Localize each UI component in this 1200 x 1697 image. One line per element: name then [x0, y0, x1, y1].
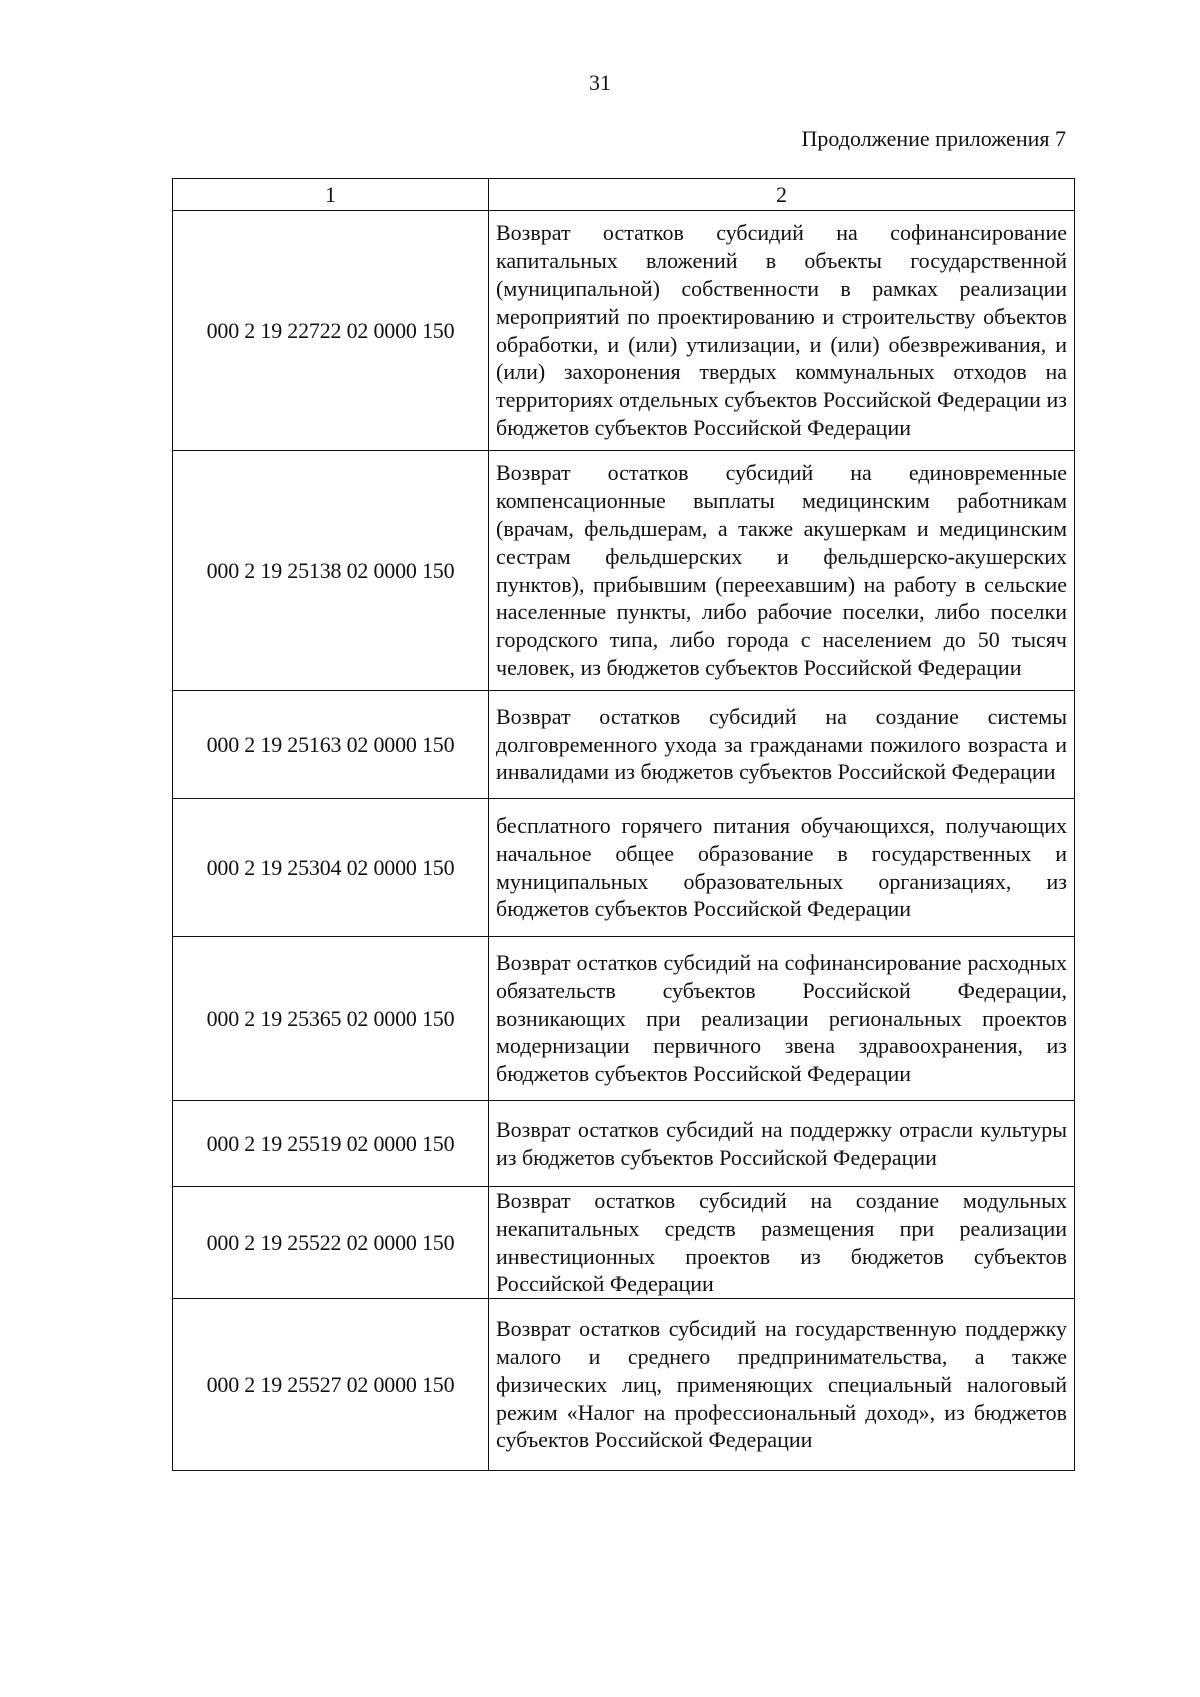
budget-code: 000 2 19 25163 02 0000 150: [173, 691, 489, 799]
budget-code: 000 2 19 25519 02 0000 150: [173, 1101, 489, 1187]
table-row: [173, 211, 1075, 451]
budget-description: Возврат остатков субсидий на единовременные компенсационные выплаты медицинским работникам (врачам, фельдшерам, а также акушеркам и медицинским сестрам фельдшерских и фельдшерско-акушерских пунктов), прибывшим (переехавшим) на работу в сельские населенные пункты, либо рабочие поселки, либо поселки городского типа, либо города с населением до 50 тысяч человек, из бюджетов субъектов Российской Федерации: [489, 451, 1075, 691]
table-row: [173, 451, 1075, 691]
table-header-row: [173, 179, 1075, 211]
budget-code: 000 2 19 25522 02 0000 150: [173, 1187, 489, 1299]
budget-code: 000 2 19 25527 02 0000 150: [173, 1299, 489, 1471]
budget-description: Возврат остатков субсидий на создание системы долговременного ухода за гражданами пожилого возраста и инвалидами из бюджетов субъектов Российской Федерации: [489, 691, 1075, 799]
table-row: [173, 1187, 1075, 1299]
table-row: [173, 937, 1075, 1101]
table-row: [173, 799, 1075, 937]
table-row: [173, 1299, 1075, 1471]
budget-description: Возврат остатков субсидий на софинансирование капитальных вложений в объекты государственной (муниципальной) собственности в рамках реализации мероприятий по проектированию и строительству объектов обработки, и (или) утилизации, и (или) обезвреживания, и (или) захоронения твердых коммунальных отходов на территориях отдельных субъектов Российской Федерации из бюджетов субъектов Российской Федерации: [489, 211, 1075, 451]
appendix-continuation-label: Продолжение приложения 7: [801, 126, 1066, 151]
table-row: [173, 691, 1075, 799]
column-header-description: 2: [489, 179, 1075, 211]
table-row: [173, 1101, 1075, 1187]
budget-description: бесплатного горячего питания обучающихся, получающих начальное общее образование в государственных и муниципальных образовательных организациях, из бюджетов субъектов Российской Федерации: [489, 799, 1075, 937]
budget-code: 000 2 19 22722 02 0000 150: [173, 211, 489, 451]
column-header-code: 1: [173, 179, 489, 211]
budget-description: Возврат остатков субсидий на создание модульных некапитальных средств размещения при реализации инвестиционных проектов из бюджетов субъектов Российской Федерации: [489, 1187, 1075, 1299]
budget-codes-table: [172, 178, 1075, 1471]
budget-description: Возврат остатков субсидий на поддержку отрасли культуры из бюджетов субъектов Российской Федерации: [489, 1101, 1075, 1187]
budget-code: 000 2 19 25365 02 0000 150: [173, 937, 489, 1101]
page-number: 31: [589, 70, 611, 95]
budget-code: 000 2 19 25138 02 0000 150: [173, 451, 489, 691]
budget-code: 000 2 19 25304 02 0000 150: [173, 799, 489, 937]
budget-description: Возврат остатков субсидий на софинансирование расходных обязательств субъектов Российской Федерации, возникающих при реализации региональных проектов модернизации первичного звена здравоохранения, из бюджетов субъектов Российской Федерации: [489, 937, 1075, 1101]
budget-description: Возврат остатков субсидий на государственную поддержку малого и среднего предпринимательства, а также физических лиц, применяющих специальный налоговый режим «Налог на профессиональный доход», из бюджетов субъектов Российской Федерации: [489, 1299, 1075, 1471]
